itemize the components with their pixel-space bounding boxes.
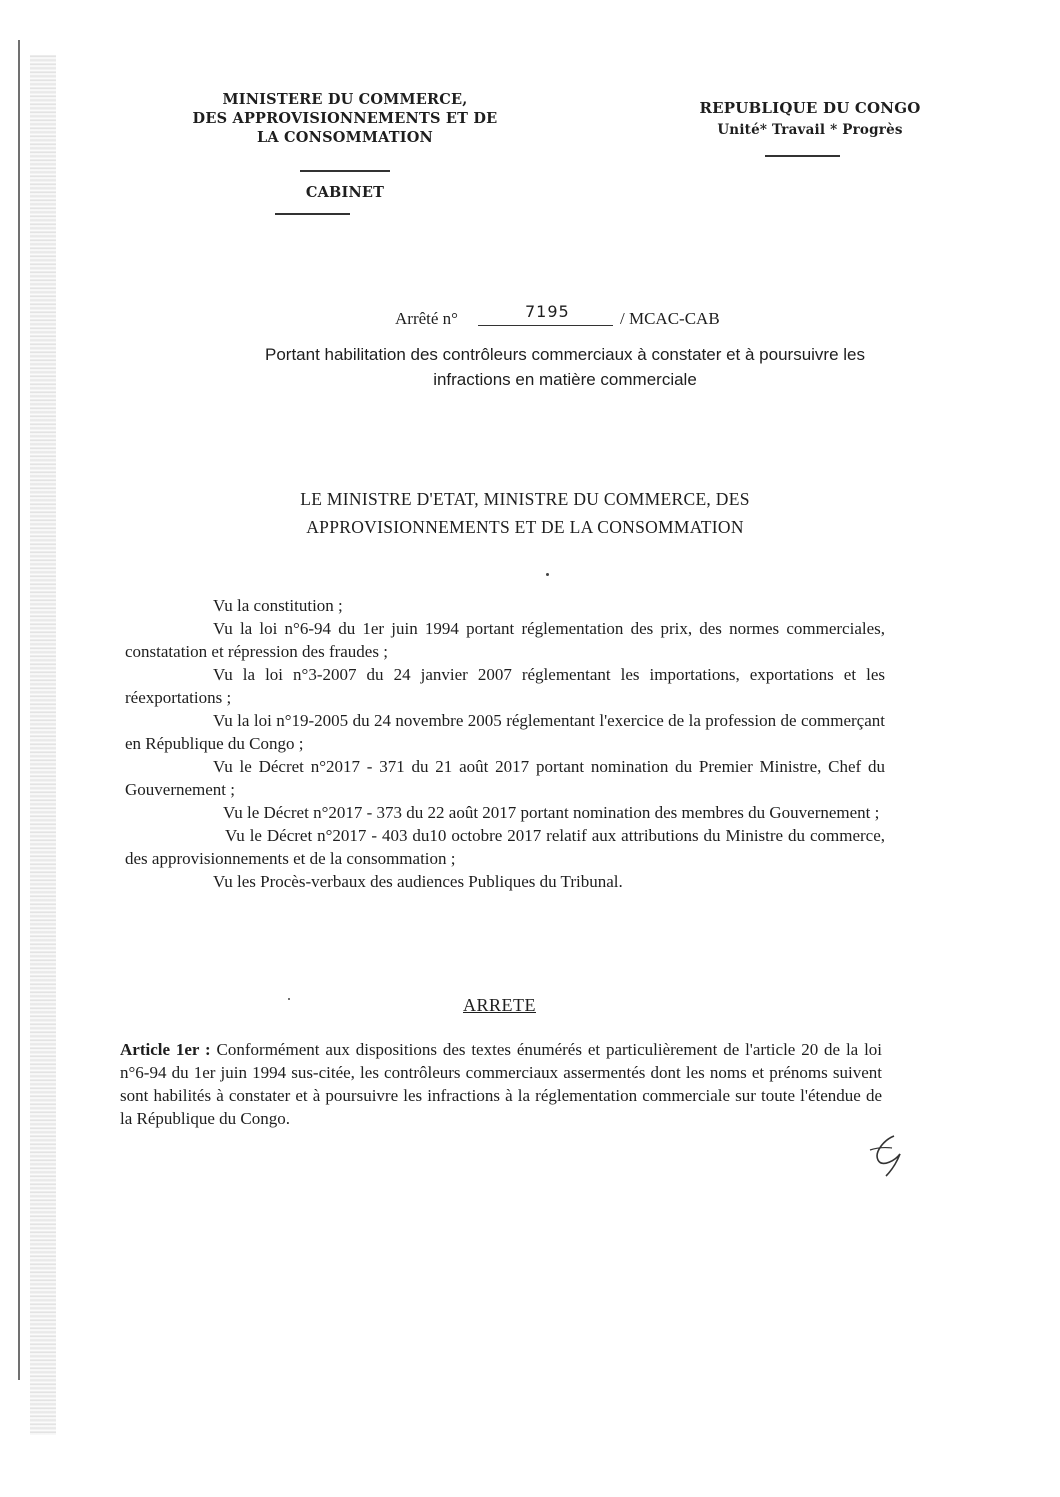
speck [288, 998, 290, 1000]
initials-mark [866, 1130, 916, 1180]
arrete-heading: ARRETE [463, 995, 536, 1015]
article-1 [120, 1038, 882, 1130]
consideration-item: Vu la constitution ; [213, 596, 343, 615]
considerations-list [125, 594, 885, 893]
cabinet-divider [275, 213, 350, 215]
republic-header [690, 99, 930, 140]
minister-title-line-1: LE MINISTRE D'ETAT, MINISTRE DU COMMERCE, DES [300, 489, 750, 509]
decree-suffix: / MCAC-CAB [620, 309, 720, 328]
consideration-item: Vu la loi n°6-94 du 1er juin 1994 portant réglementation des prix, des normes commerciales, constatation et répression des fraudes ; [125, 619, 885, 661]
decree-subject-line-2: infractions en matière commerciale [433, 370, 697, 389]
republic-divider [765, 155, 840, 157]
ministry-line-3: LA CONSOMMATION [256, 129, 434, 146]
article-1-text: Conformément aux dispositions des textes énumérés et particulièrement de l'article 20 de la loi n°6-94 du 1er juin 1994 sus-citée, les contrôleurs commerciaux assermentés dont les noms et prénoms suivent sont habilités à constater et à poursuivre les infractions à la réglementation commerciale sur toute l'étendue de la République du Congo. [120, 1040, 883, 1128]
ministry-divider [300, 170, 390, 172]
decree-number-underline [478, 325, 613, 326]
decree-subject-line-1: Portant habilitation des contrôleurs commerciaux à constater et à poursuivre les [264, 345, 866, 364]
consideration-item: Vu le Décret n°2017 - 403 du10 octobre 2017 relatif aux attributions du Ministre du commerce, des approvisionnements et de la consommation ; [125, 826, 885, 868]
minister-title [180, 485, 870, 541]
decree-number: 7195 [525, 302, 570, 321]
ministry-line-1: MINISTERE DU COMMERCE, [222, 91, 468, 108]
ministry-line-2: DES APPROVISIONNEMENTS ET DE [192, 110, 498, 127]
consideration-item: Vu les Procès-verbaux des audiences Publiques du Tribunal. [213, 872, 623, 891]
speck [546, 573, 549, 576]
cabinet-label: CABINET [305, 184, 385, 201]
consideration-item: Vu le Décret n°2017 - 373 du 22 août 2017 portant nomination des membres du Gouvernement ; [223, 803, 880, 822]
decree-prefix: Arrêté n° [395, 309, 458, 328]
decree-subject [150, 342, 980, 392]
article-1-label: Article 1er : [120, 1040, 211, 1059]
scan-edge-line [18, 40, 20, 1380]
national-motto: Unité* Travail * Progrès [717, 122, 903, 138]
consideration-item: Vu la loi n°19-2005 du 24 novembre 2005 réglementant l'exercice de la profession de commerçant en République du Congo ; [125, 711, 885, 753]
scan-edge-noise [30, 55, 56, 1435]
ministry-header [180, 90, 510, 147]
consideration-item: Vu le Décret n°2017 - 371 du 21 août 2017 portant nomination du Premier Ministre, Chef du Gouvernement ; [125, 757, 885, 799]
minister-title-line-2: APPROVISIONNEMENTS ET DE LA CONSOMMATION [306, 517, 744, 537]
consideration-item: Vu la loi n°3-2007 du 24 janvier 2007 réglementant les importations, exportations et les réexportations ; [125, 665, 885, 707]
country-name: REPUBLIQUE DU CONGO [699, 99, 921, 117]
